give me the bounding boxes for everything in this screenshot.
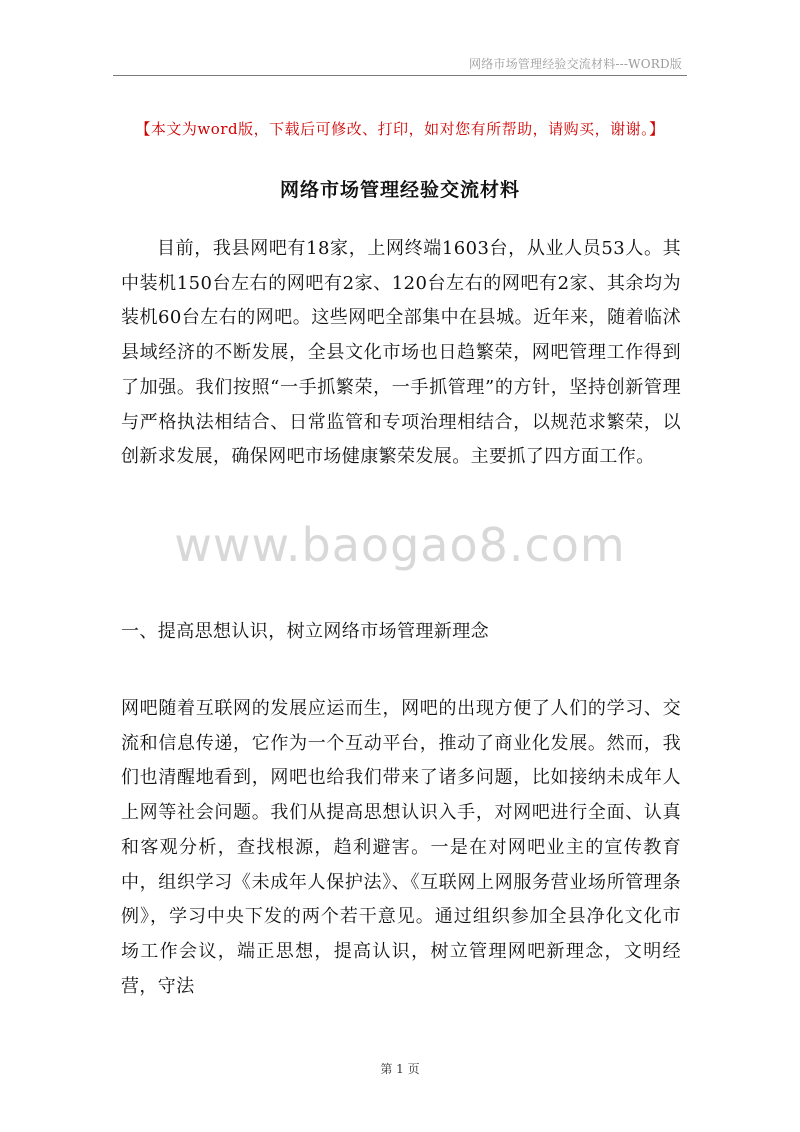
running-header: 网络市场管理经验交流材料---WORD版 [469,57,682,71]
document-title: 网络市场管理经验交流材料 [279,179,520,201]
paragraph-intro: 目前，我县网吧有18家，上网终端1603台，从业人员53人。其中装机150台左右的网吧有2家、120台左右的网吧有2家、其余均为装机60台左右的网吧。这些网吧全部集中在县城。近年来，随着临沭县域经济的不断发展，全县文化市场也日趋繁荣，网吧管理工作得到了加强。我们按照“一手抓繁荣，一手抓管理”的方针，坚持创新管理与严格执法相结合、日常监管和专项治理相结合，以规范求繁荣，以创新求发展，确保网吧市场健康繁荣发展。主要抓了四方面工作。 [121,238,681,468]
section-heading-1: 一、提高思想认识，树立网络市场管理新理念 [121,621,489,642]
download-notice: 【本文为word版，下载后可修改、打印，如对您有所帮助，请购买，谢谢。】 [135,120,665,138]
watermark: www.baogao8.com [174,518,626,572]
page-number: 第 1 页 [380,1062,420,1076]
paragraph-section-1: 网吧随着互联网的发展应运而生，网吧的出现方便了人们的学习、交流和信息传递，它作为一个互动平台，推动了商业化发展。然而，我们也清醒地看到，网吧也给我们带来了诸多问题，比如接纳未成年人上网等社会问题。我们从提高思想认识入手，对网吧进行全面、认真和客观分析，查找根源，趋利避害。一是在对网吧业主的宣传教育中，组织学习《未成年人保护法》、《互联网上网服务营业场所管理条例》，学习中央下发的两个若干意见。通过组织参加全县净化文化市场工作会议，端正思想，提高认识，树立管理网吧新理念，文明经营，守法 [121,698,681,997]
header-divider [113,75,687,76]
